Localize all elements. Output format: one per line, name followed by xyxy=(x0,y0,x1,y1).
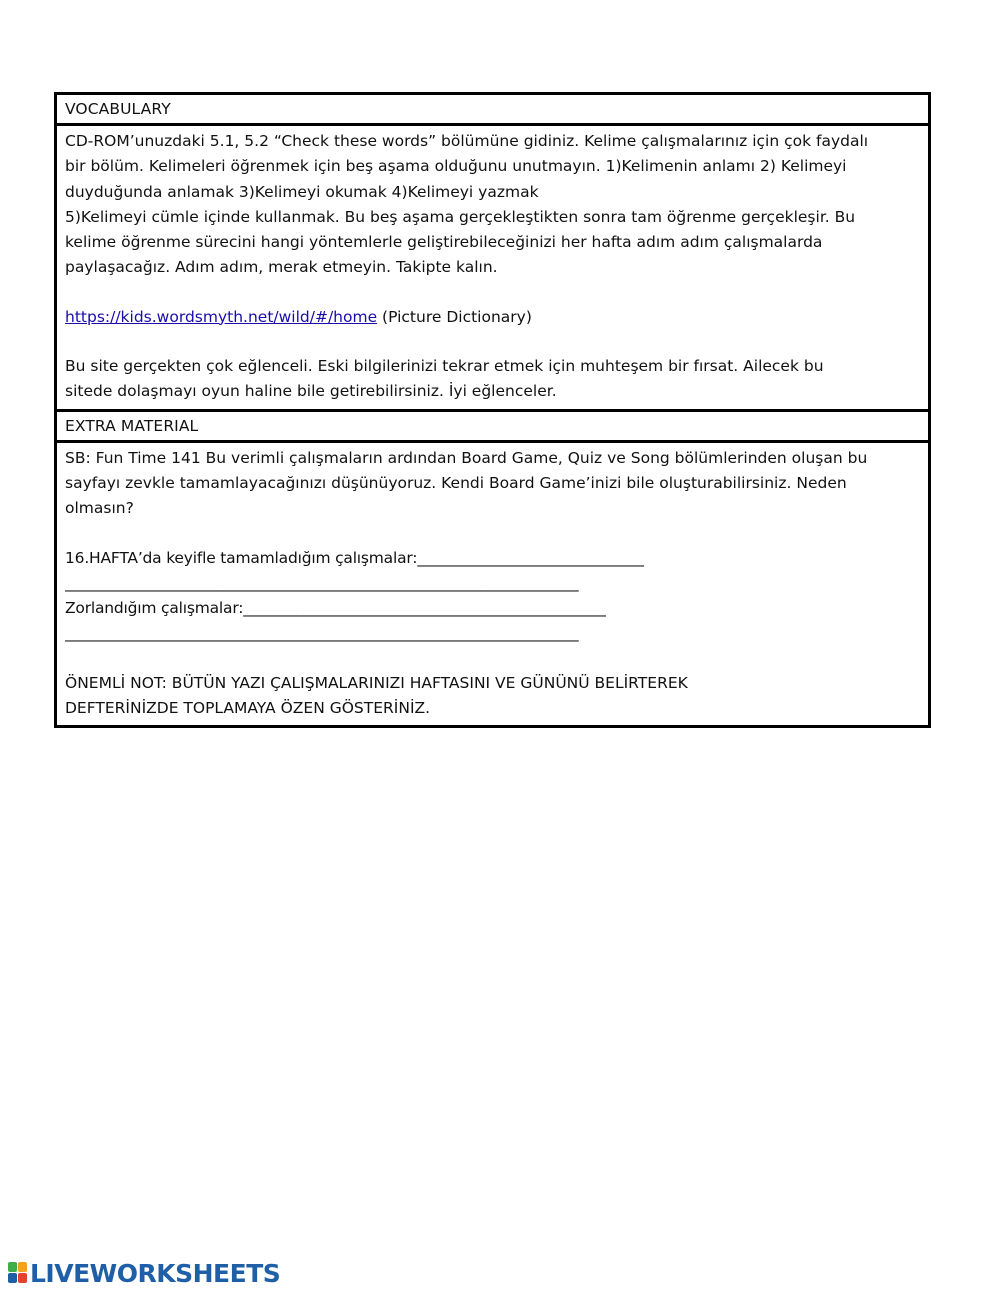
vocabulary-header-row xyxy=(57,95,928,126)
spacer xyxy=(65,330,920,354)
vocabulary-text-line: 5)Kelimeyi cümle içinde kullanmak. Bu beş aşama gerçekleştikten sonra tam öğrenme gerçekleşir. Bu xyxy=(65,207,856,226)
enjoyed-work-blank[interactable]: ______________________________ xyxy=(417,548,644,567)
enjoyed-work-line xyxy=(65,546,920,571)
vocabulary-text-line: bir bölüm. Kelimeleri öğrenmek için beş aşama olduğunu unutmayın. 1)Kelimenin anlamı 2) Kelimeyi xyxy=(65,157,847,176)
link-note: (Picture Dictionary) xyxy=(377,307,532,326)
extra-material-body xyxy=(57,443,928,726)
spacer xyxy=(65,281,920,305)
vocabulary-text-line: sitede dolaşmayı oyun haline bile getirebilirsiniz. İyi eğlenceler. xyxy=(65,382,557,401)
logo-square-orange xyxy=(18,1262,27,1272)
wordsmyth-link[interactable]: https://kids.wordsmyth.net/wild/#/home xyxy=(65,307,378,326)
difficult-work-line xyxy=(65,596,920,621)
vocabulary-text-line: kelime öğrenme sürecini hangi yöntemlerle geliştirebileceğinizi her hafta adım adım çalışmalarda xyxy=(65,233,823,252)
vocabulary-header: VOCABULARY xyxy=(65,100,171,118)
logo-mark-icon xyxy=(8,1262,27,1284)
extra-text-line: sayfayı zevkle tamamlayacağınızı düşünüyoruz. Kendi Board Game’inizi bile oluşturabilirsiniz. Neden xyxy=(65,473,847,492)
vocabulary-text-line: Bu site gerçekten çok eğlenceli. Eski bilgilerinizi tekrar etmek için muhteşem bir fırsat. Ailecek bu xyxy=(65,357,824,376)
spacer xyxy=(65,647,920,671)
difficult-work-blank[interactable]: ________________________________________________ xyxy=(243,599,606,618)
vocabulary-text-line: duyduğunda anlamak 3)Kelimeyi okumak 4)Kelimeyi yazmak xyxy=(65,182,539,201)
vocabulary-body-row xyxy=(57,126,928,412)
important-note-line: ÖNEMLİ NOT: BÜTÜN YAZI ÇALIŞMALARINIZI HAFTASINI VE GÜNÜNÜ BELİRTEREK xyxy=(65,673,688,692)
spacer xyxy=(65,522,920,546)
important-note-line: DEFTERİNİZDE TOPLAMAYA ÖZEN GÖSTERİNİZ. xyxy=(65,699,431,718)
vocabulary-text-line: paylaşacağız. Adım adım, merak etmeyin. Takipte kalın. xyxy=(65,258,498,277)
difficult-work-blank-line[interactable]: ____________________________________________________________________ xyxy=(65,624,579,643)
vocabulary-body xyxy=(57,126,928,409)
extra-body-row xyxy=(57,443,928,726)
logo-text: LIVEWORKSHEETS xyxy=(30,1258,281,1288)
extra-text-line: olmasın? xyxy=(65,499,134,518)
worksheet-table xyxy=(54,92,931,728)
extra-material-header: EXTRA MATERIAL xyxy=(65,416,199,435)
dictionary-link-line xyxy=(65,305,920,330)
difficult-work-label: Zorlandığım çalışmalar: xyxy=(65,599,244,618)
enjoyed-work-blank-line[interactable]: ____________________________________________________________________ xyxy=(65,573,579,592)
extra-header-row xyxy=(57,412,928,443)
logo-square-green xyxy=(8,1262,17,1272)
extra-text-line: SB: Fun Time 141 Bu verimli çalışmaların ardından Board Game, Quiz ve Song bölümlerinden oluşan bu xyxy=(65,448,868,467)
liveworksheets-logo[interactable] xyxy=(8,1258,280,1288)
vocabulary-text-line: CD-ROM’unuzdaki 5.1, 5.2 “Check these words” bölümüne gidiniz. Kelime çalışmalarınız için çok faydalı xyxy=(65,132,869,150)
logo-square-red xyxy=(18,1273,27,1283)
logo-square-blue xyxy=(8,1273,17,1283)
enjoyed-work-label: 16.HAFTA’da keyifle tamamladığım çalışmalar: xyxy=(65,548,418,567)
